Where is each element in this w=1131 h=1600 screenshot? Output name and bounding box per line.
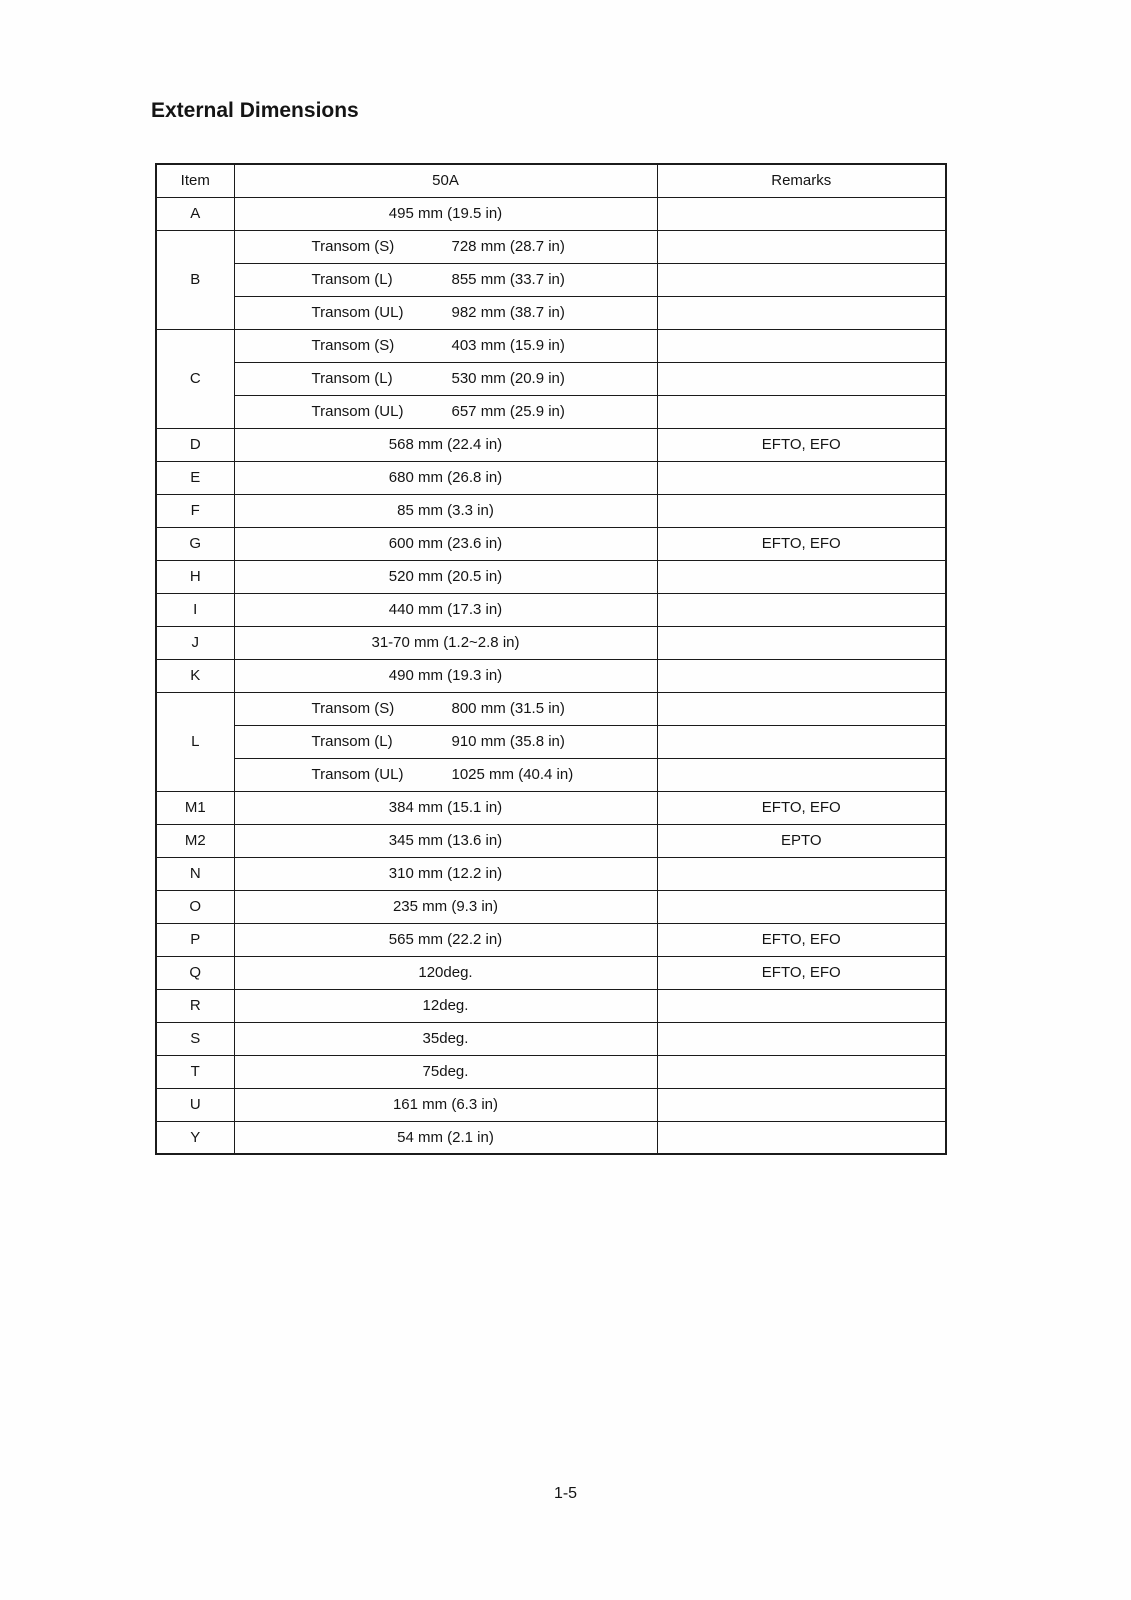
item-cell: O [156,890,234,923]
remarks-cell [657,197,946,230]
table-row [156,989,946,1022]
value-cell: 568 mm (22.4 in) [234,428,657,461]
dimension-value: 982 mm (38.7 in) [451,304,565,321]
remarks-cell [657,626,946,659]
item-cell: C [156,329,234,428]
item-cell: L [156,692,234,791]
remarks-cell: EFTO, EFO [657,923,946,956]
item-cell: K [156,659,234,692]
remarks-cell [657,989,946,1022]
item-cell: Y [156,1121,234,1154]
remarks-cell [657,329,946,362]
dimension-value: 855 mm (33.7 in) [451,271,565,288]
value-cell [234,329,657,362]
remarks-cell: EFTO, EFO [657,791,946,824]
page-number: 1-5 [553,1485,578,1502]
table-row [156,956,946,989]
table-row [156,527,946,560]
table-row [156,494,946,527]
item-cell: R [156,989,234,1022]
remarks-cell [657,263,946,296]
table-row [156,230,946,263]
remarks-cell: EFTO, EFO [657,956,946,989]
table-row [156,197,946,230]
item-cell: N [156,857,234,890]
item-cell: H [156,560,234,593]
value-cell: 12deg. [234,989,657,1022]
value-cell: 161 mm (6.3 in) [234,1088,657,1121]
value-cell: 31-70 mm (1.2~2.8 in) [234,626,657,659]
dimension-value: 1025 mm (40.4 in) [451,766,574,783]
table-row [156,593,946,626]
item-cell: M2 [156,824,234,857]
transom-label: Transom (UL) [311,403,404,420]
value-cell [234,362,657,395]
remarks-cell [657,494,946,527]
table-row [156,1022,946,1055]
table-row [156,857,946,890]
header-50a: 50A [234,164,657,197]
table-row [156,395,946,428]
remarks-cell [657,725,946,758]
transom-label: Transom (S) [311,238,395,255]
item-cell: P [156,923,234,956]
remarks-cell [657,890,946,923]
value-cell: 565 mm (22.2 in) [234,923,657,956]
remarks-cell: EFTO, EFO [657,527,946,560]
header-row [156,164,946,197]
value-cell [234,296,657,329]
remarks-cell [657,857,946,890]
item-cell: F [156,494,234,527]
item-cell: U [156,1088,234,1121]
item-cell: S [156,1022,234,1055]
value-cell: 235 mm (9.3 in) [234,890,657,923]
remarks-cell [657,659,946,692]
table-row [156,824,946,857]
table-row [156,428,946,461]
value-cell: 120deg. [234,956,657,989]
dimension-value: 657 mm (25.9 in) [451,403,565,420]
transom-label: Transom (S) [311,700,395,717]
remarks-cell: EPTO [657,824,946,857]
value-cell [234,230,657,263]
remarks-cell [657,362,946,395]
remarks-cell [657,1055,946,1088]
value-cell: 520 mm (20.5 in) [234,560,657,593]
dimension-value: 530 mm (20.9 in) [451,370,565,387]
table-header [156,164,946,197]
table-row [156,263,946,296]
value-cell: 490 mm (19.3 in) [234,659,657,692]
table-row [156,626,946,659]
remarks-cell [657,758,946,791]
transom-label: Transom (S) [311,337,395,354]
remarks-cell [657,296,946,329]
table-row [156,1088,946,1121]
item-cell: A [156,197,234,230]
item-cell: Q [156,956,234,989]
table-row [156,890,946,923]
table-row [156,296,946,329]
table-row [156,329,946,362]
transom-label: Transom (L) [311,271,393,288]
value-cell: 600 mm (23.6 in) [234,527,657,560]
transom-label: Transom (UL) [311,304,404,321]
item-cell: B [156,230,234,329]
value-cell: 345 mm (13.6 in) [234,824,657,857]
table-row [156,362,946,395]
value-cell [234,758,657,791]
dimensions-table [155,163,947,1155]
remarks-cell: EFTO, EFO [657,428,946,461]
table-row [156,560,946,593]
table-row [156,692,946,725]
value-cell: 54 mm (2.1 in) [234,1121,657,1154]
table-row [156,1121,946,1154]
table-row [156,1055,946,1088]
value-cell [234,395,657,428]
item-cell: M1 [156,791,234,824]
item-cell: G [156,527,234,560]
remarks-cell [657,560,946,593]
table-row [156,659,946,692]
table-body [156,197,946,1154]
value-cell: 35deg. [234,1022,657,1055]
value-cell [234,692,657,725]
page-title: External Dimensions [151,99,359,122]
remarks-cell [657,395,946,428]
header-remarks: Remarks [657,164,946,197]
table-row [156,461,946,494]
dimension-value: 800 mm (31.5 in) [451,700,565,717]
table-row [156,725,946,758]
item-cell: D [156,428,234,461]
table-row [156,758,946,791]
value-cell: 75deg. [234,1055,657,1088]
value-cell [234,263,657,296]
remarks-cell [657,1121,946,1154]
item-cell: I [156,593,234,626]
value-cell [234,725,657,758]
remarks-cell [657,461,946,494]
remarks-cell [657,230,946,263]
value-cell: 680 mm (26.8 in) [234,461,657,494]
table-row [156,791,946,824]
table-row [156,923,946,956]
remarks-cell [657,1088,946,1121]
value-cell: 384 mm (15.1 in) [234,791,657,824]
transom-label: Transom (L) [311,733,393,750]
dimension-value: 403 mm (15.9 in) [451,337,565,354]
item-cell: T [156,1055,234,1088]
header-item: Item [156,164,234,197]
remarks-cell [657,593,946,626]
dimension-value: 910 mm (35.8 in) [451,733,565,750]
item-cell: E [156,461,234,494]
value-cell: 310 mm (12.2 in) [234,857,657,890]
transom-label: Transom (L) [311,370,393,387]
value-cell: 85 mm (3.3 in) [234,494,657,527]
remarks-cell [657,692,946,725]
value-cell: 440 mm (17.3 in) [234,593,657,626]
value-cell: 495 mm (19.5 in) [234,197,657,230]
remarks-cell [657,1022,946,1055]
item-cell: J [156,626,234,659]
transom-label: Transom (UL) [311,766,404,783]
dimension-value: 728 mm (28.7 in) [451,238,565,255]
